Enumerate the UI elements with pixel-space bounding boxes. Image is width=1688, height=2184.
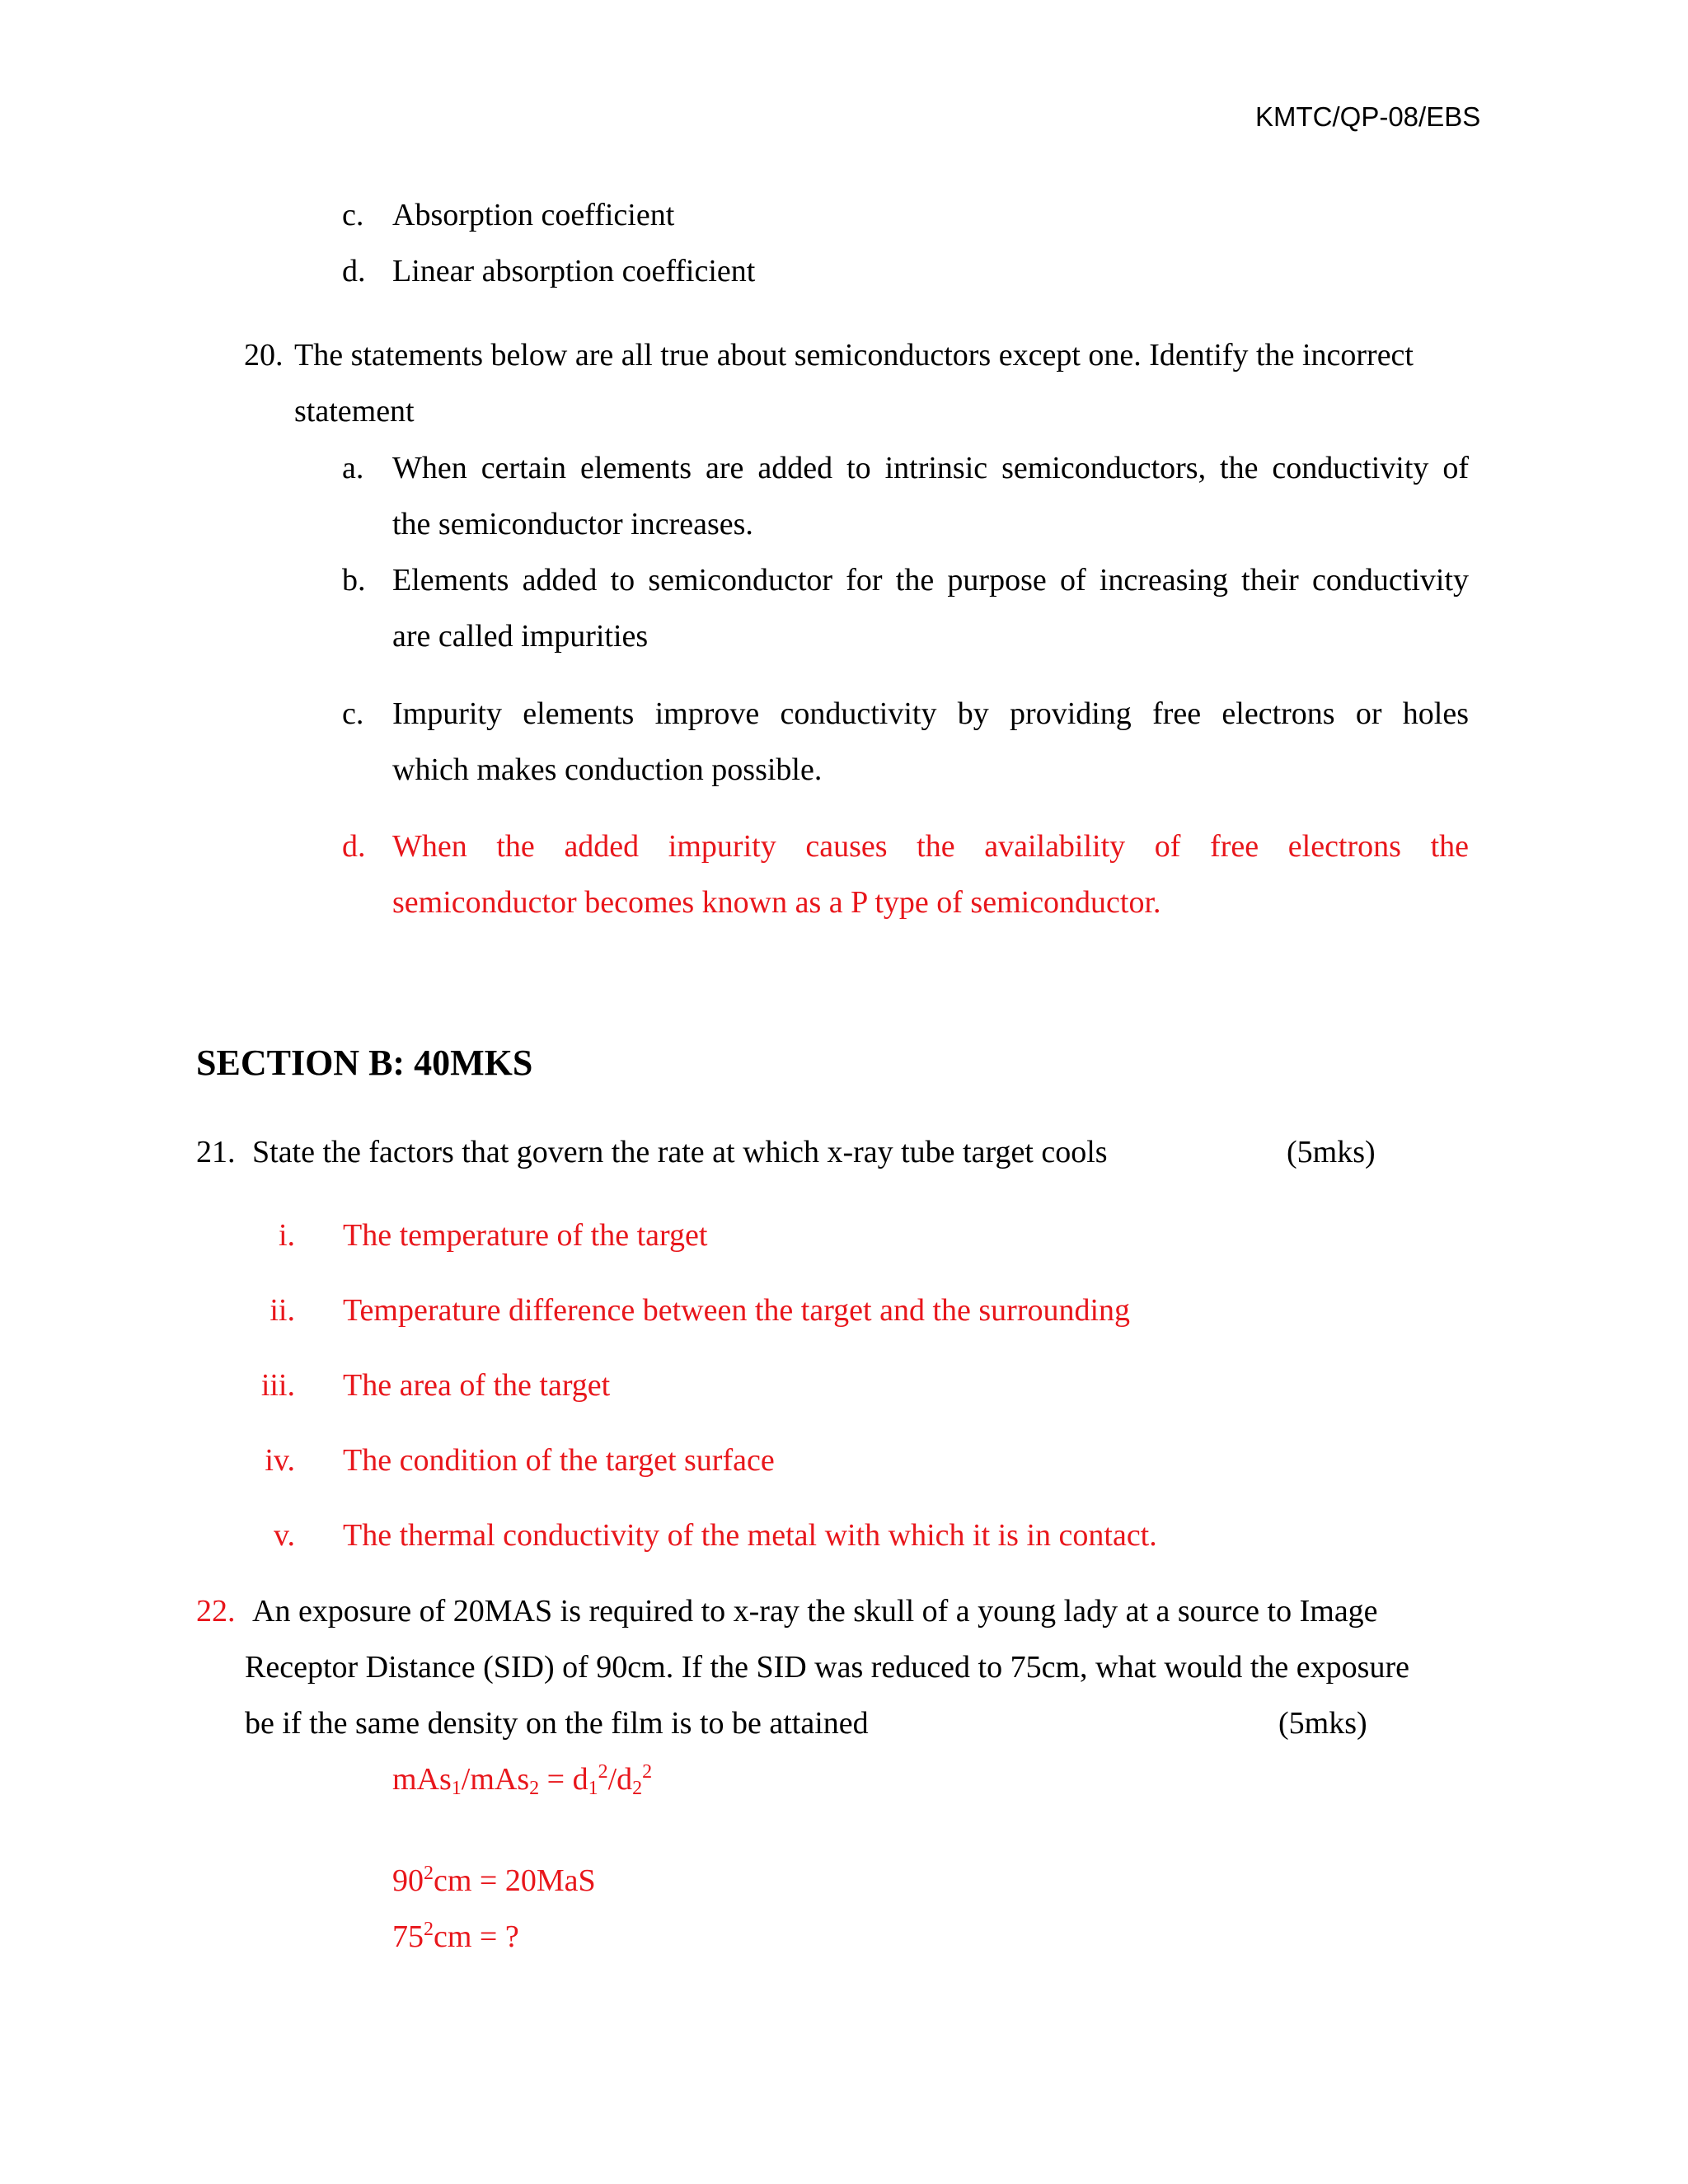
- working-line: $75^2cm$ = ?: [392, 1919, 519, 1954]
- option-text-continued: the semiconductor increases.: [392, 507, 753, 541]
- formula: $mAs_1/mAs_2 = d_1^2/d_2^2$: [392, 1761, 653, 1799]
- question-text-continued: Receptor Distance (SID) of 90cm. If the SID was reduced to 75cm, what would the exposure: [245, 1650, 1409, 1685]
- option-text-continued: which makes conduction possible.: [392, 752, 823, 787]
- answer-option-text: When the added impurity causes the availability of free electrons the: [392, 829, 1469, 864]
- question-marks: (5mks): [1278, 1706, 1367, 1741]
- option-letter: d.: [342, 254, 366, 288]
- option-letter: c.: [342, 696, 364, 731]
- working-line: $90^2cm = 20MaS$: [392, 1863, 596, 1898]
- answer-text: The temperature of the target: [343, 1218, 708, 1253]
- option-letter: b.: [342, 563, 366, 598]
- question-text: State the factors that govern the rate at which x-ray tube target cools: [252, 1135, 1108, 1169]
- option-text-continued: are called impurities: [392, 619, 649, 654]
- answer-option-text-continued: semiconductor becomes known as a P type of semiconductor.: [392, 885, 1161, 920]
- answer-numeral: iv.: [265, 1443, 295, 1478]
- question-stem-continued: statement: [294, 394, 415, 429]
- question-number: 22.: [196, 1594, 236, 1629]
- option-text: Impurity elements improve conductivity by providing free electrons or holes: [392, 696, 1469, 731]
- section-heading: SECTION B: 40MKS: [196, 1043, 533, 1083]
- option-letter: a.: [342, 451, 364, 485]
- answer-numeral: v.: [273, 1518, 295, 1553]
- document-code: KMTC/QP-08/EBS: [1255, 101, 1481, 132]
- option-text: Absorption coefficient: [392, 198, 675, 232]
- answer-numeral: i.: [278, 1218, 295, 1253]
- answer-numeral: iii.: [260, 1368, 295, 1403]
- option-text: When certain elements are added to intrinsic semiconductors, the conductivity of: [392, 451, 1469, 485]
- question-number: 21.: [196, 1135, 236, 1169]
- question-text: An exposure of 20MAS is required to x-ray the skull of a young lady at a source to Image: [252, 1594, 1378, 1629]
- answer-numeral: ii.: [270, 1293, 295, 1328]
- question-text-continued: be if the same density on the film is to be attained: [245, 1706, 869, 1741]
- question-number: 20.: [244, 338, 284, 373]
- option-text: Elements added to semiconductor for the purpose of increasing their conductivity: [392, 563, 1469, 598]
- answer-option-letter: d.: [342, 829, 366, 864]
- answer-text: The area of the target: [343, 1368, 611, 1403]
- answer-text: The thermal conductivity of the metal with which it is in contact.: [343, 1518, 1157, 1553]
- option-text: Linear absorption coefficient: [392, 254, 756, 288]
- answer-text: Temperature difference between the target and the surrounding: [343, 1293, 1131, 1328]
- question-stem: The statements below are all true about semiconductors except one. Identify the incorrect: [294, 338, 1414, 373]
- option-letter: c.: [342, 198, 364, 232]
- answer-text: The condition of the target surface: [343, 1443, 775, 1478]
- question-marks: (5mks): [1287, 1135, 1376, 1169]
